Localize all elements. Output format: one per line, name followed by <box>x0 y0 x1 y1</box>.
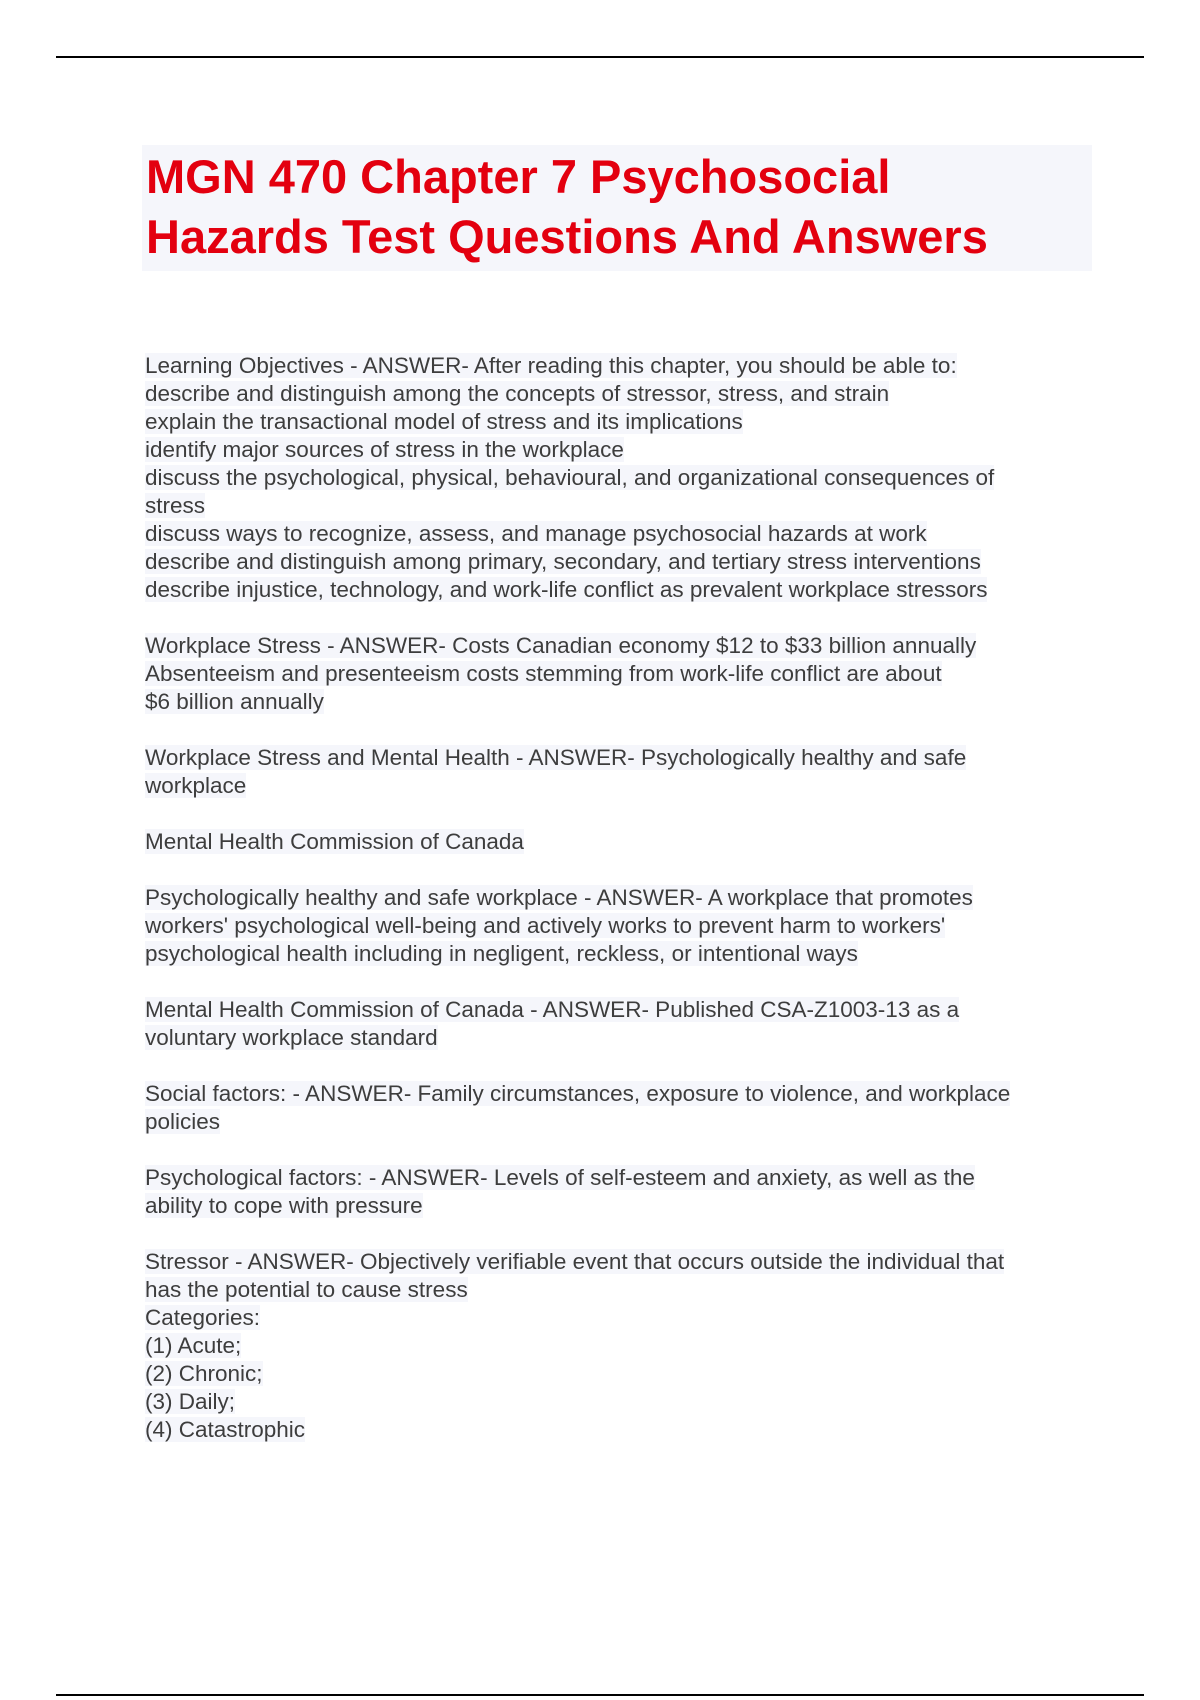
text-line: describe injustice, technology, and work-life conflict as prevalent workplace stressors <box>145 577 988 602</box>
text-line: Workplace Stress and Mental Health - ANSWER- Psychologically healthy and safe <box>145 745 967 770</box>
text-line: voluntary workplace standard <box>145 1025 438 1050</box>
qa-entry-mhcc <box>145 828 1095 856</box>
text-line: (1) Acute; <box>145 1333 242 1358</box>
text-line: Workplace Stress - ANSWER- Costs Canadian economy $12 to $33 billion annually <box>145 633 977 658</box>
text-line: Stressor - ANSWER- Objectively verifiable event that occurs outside the individual that <box>145 1249 1005 1274</box>
qa-entry-psychological-factors <box>145 1164 1095 1220</box>
text-line: explain the transactional model of stress and its implications <box>145 409 743 434</box>
qa-entry-social-factors <box>145 1080 1095 1136</box>
text-line: stress <box>145 493 206 518</box>
text-line: has the potential to cause stress <box>145 1277 468 1302</box>
text-line: Learning Objectives - ANSWER- After reading this chapter, you should be able to: <box>145 353 957 378</box>
text-line: Absenteeism and presenteeism costs stemming from work-life conflict are about <box>145 661 942 686</box>
title-line: Hazards Test Questions And Answers <box>146 210 988 263</box>
text-line: identify major sources of stress in the workplace <box>145 437 624 462</box>
bottom-rule <box>56 1694 1144 1696</box>
text-line: Social factors: - ANSWER- Family circumstances, exposure to violence, and workplace <box>145 1081 1011 1106</box>
document-title <box>142 145 1092 271</box>
text-line: (3) Daily; <box>145 1389 236 1414</box>
text-line: policies <box>145 1109 221 1134</box>
qa-entry-workplace-stress <box>145 632 1095 716</box>
text-line: Psychological factors: - ANSWER- Levels of self-esteem and anxiety, as well as the <box>145 1165 975 1190</box>
qa-entry-mhcc-standard <box>145 996 1095 1052</box>
text-line: (2) Chronic; <box>145 1361 263 1386</box>
text-line: Mental Health Commission of Canada <box>145 829 524 854</box>
text-line: (4) Catastrophic <box>145 1417 306 1442</box>
text-line: workers' psychological well-being and actively works to prevent harm to workers' <box>145 913 946 938</box>
qa-entry-healthy-workplace <box>145 884 1095 968</box>
text-line: Categories: <box>145 1305 261 1330</box>
qa-entry-learning-objectives <box>145 352 1095 604</box>
text-line: describe and distinguish among the concepts of stressor, stress, and strain <box>145 381 890 406</box>
text-line: Mental Health Commission of Canada - ANSWER- Published CSA-Z1003-13 as a <box>145 997 960 1022</box>
text-line: describe and distinguish among primary, secondary, and tertiary stress interventions <box>145 549 981 574</box>
text-line: discuss ways to recognize, assess, and manage psychosocial hazards at work <box>145 521 927 546</box>
top-rule <box>56 56 1144 58</box>
qa-entry-stressor <box>145 1248 1095 1444</box>
text-line: psychological health including in negligent, reckless, or intentional ways <box>145 941 858 966</box>
qa-entry-stress-mental-health <box>145 744 1095 800</box>
text-line: ability to cope with pressure <box>145 1193 423 1218</box>
text-line: Psychologically healthy and safe workplace - ANSWER- A workplace that promotes <box>145 885 973 910</box>
text-line: discuss the psychological, physical, behavioural, and organizational consequences of <box>145 465 995 490</box>
title-line: MGN 470 Chapter 7 Psychosocial <box>146 150 891 203</box>
document-body <box>145 352 1095 1472</box>
text-line: workplace <box>145 773 247 798</box>
text-line: $6 billion annually <box>145 689 324 714</box>
